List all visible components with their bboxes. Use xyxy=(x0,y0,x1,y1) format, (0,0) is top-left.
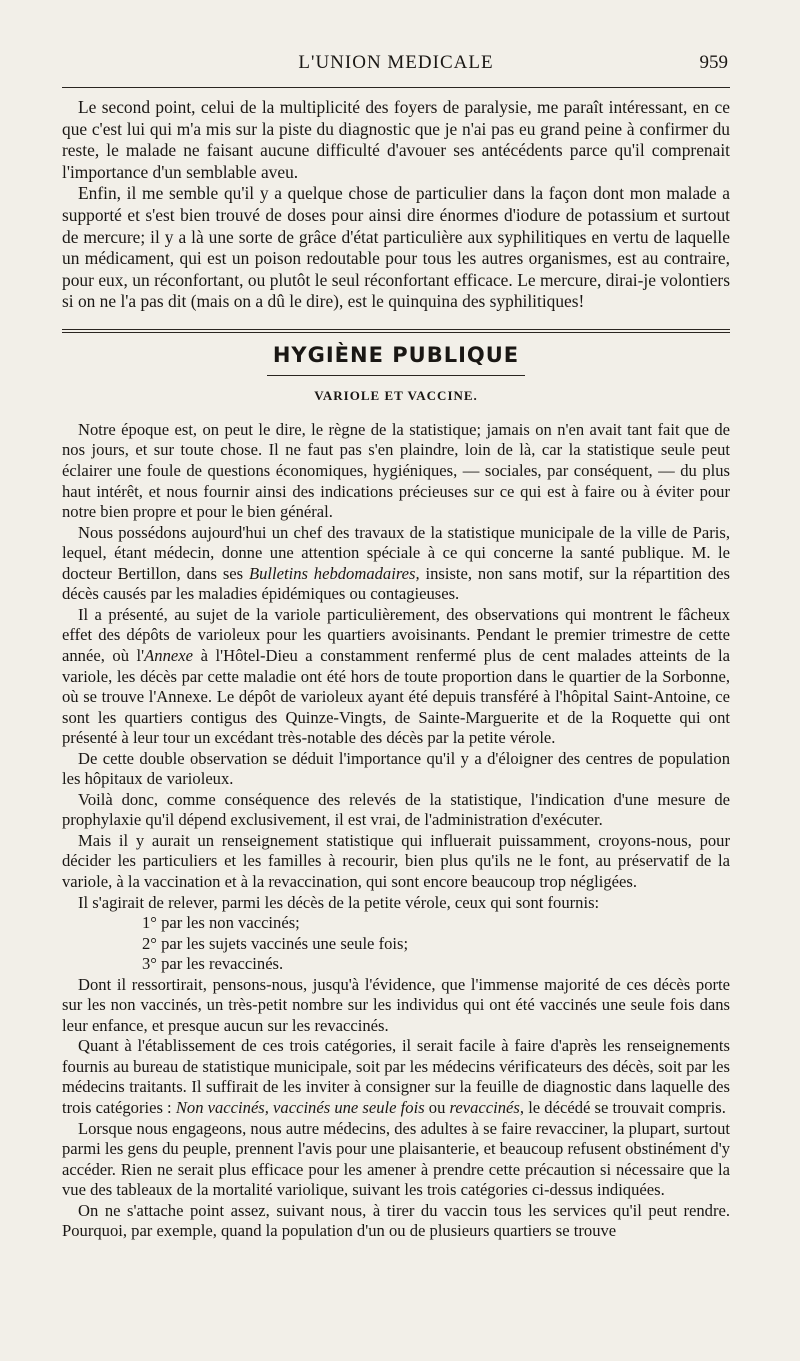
paragraph: Notre époque est, on peut le dire, le règne de la statistique; jamais on n'en avait tant fait que de nos jours, et sur toute chose. Il ne faut pas s'en plaindre, loin de là, car la statistique seule peut éclairer une foule de questions économiques, hygiéniques, — sociales, par conséquent, — du plus haut intérêt, et nous fournir ainsi des indications précieuses sur ce qui est à faire ou à éviter pour notre bien propre et pour le bien général. xyxy=(62,419,730,522)
text-run: Quant à l'établissement de ces trois catégories, il serait facile à faire d'après les renseignements fournis au bureau de statistique municipale, soit par les médecins vérificateurs des décès, soit par les médecins traitants. Il suffirait de les inviter à consigner sur la feuille de diagnostic dans laquelle des trois catégories : xyxy=(62,1036,730,1117)
list-item: 1° par les non vaccinés; xyxy=(142,913,300,933)
section-title: HYGIÈNE PUBLIQUE xyxy=(272,342,520,367)
article-text xyxy=(62,420,730,1242)
text-run: Il a présenté, au sujet de la variole particulièrement, des observations qui montrent le fâcheux effet des dépôts de varioleux pour les quartiers avoisinants. Pendant le premier trimestre de cette année, où l' xyxy=(62,604,730,665)
paragraph: De cette double observation se déduit l'importance qu'il y a d'éloigner des centres de population les hôpitaux de varioleux. xyxy=(62,748,730,789)
article-subtitle: VARIOLE ET VACCINE. xyxy=(314,387,478,403)
running-head xyxy=(62,50,730,80)
list-item: 3° par les revaccinés. xyxy=(142,954,284,974)
paragraph xyxy=(62,605,730,749)
page-number: 959 xyxy=(699,52,728,73)
text-run: à l'Hôtel-Dieu a constamment renfermé plus de cent malades atteints de la variole, les décès par cette maladie ont été hors de toute proportion dans le quartier de la Sorbonne, où se trouve l'Annexe. Le dépôt de varioleux ayant été depuis transféré à l'hôpital Saint-Antoine, ce sont les quartiers contigus des Quinze-Vingts, de Sainte-Marguerite et de la Roquette qui ont présenté à leur tour un excédant très-notable des décès par la petite vérole. xyxy=(62,645,730,748)
italic-term: Non vaccinés, vaccinés une seule fois xyxy=(175,1097,425,1117)
paragraph: Il s'agirait de relever, parmi les décès de la petite vérole, ceux qui sont fournis: xyxy=(78,892,600,912)
paragraph: Voilà donc, comme conséquence des relevés de la statistique, l'indication d'une mesure de prophylaxie qu'il dépend exclusivement, il est vrai, de l'administration d'exécuter. xyxy=(62,789,730,830)
text-run: ou xyxy=(424,1097,450,1117)
page-body xyxy=(62,97,730,1242)
paragraph xyxy=(62,523,730,605)
intro-text xyxy=(62,97,730,313)
paragraph: Lorsque nous engageons, nous autre médecins, des adultes à se faire revacciner, la plupart, surtout parmi les gens du peuple, prennent l'avis pour une plaisanterie, et beaucoup refusent obstinément d'y accéder. Rien ne serait plus efficace pour les amener à prendre cette précaution si nécessaire que la vue des tableaux de la mortalité variolique, suivant les trois catégories ci-dessus indiquées. xyxy=(62,1118,730,1200)
paragraph: Dont il ressortirait, pensons-nous, jusqu'à l'évidence, que l'immense majorité de ces décès porte sur les non vaccinés, un très-petit nombre sur les individus qui ont été vaccinés une seule fois dans leur enfance, et presque aucun sur les revaccinés. xyxy=(62,974,730,1035)
paragraph xyxy=(62,1036,730,1118)
text-run: insiste, non sans motif, sur la répartition des décès causés par les maladies épidémiques ou contagieuses. xyxy=(62,563,730,604)
list-item: 2° par les sujets vaccinés une seule fois; xyxy=(142,933,409,953)
italic-term: Annexe xyxy=(144,645,193,665)
paragraph: Mais il y aurait un renseignement statistique qui influerait puissamment, croyons-nous, pour décider les particuliers et les familles à recourir, bien plus qu'ils ne le font, au préservatif de la variole, à la vaccination et à la revaccination, qui sont encore beaucoup trop négligées. xyxy=(62,830,730,891)
italic-title: Bulletins hebdomadaires, xyxy=(248,563,420,583)
section-divider xyxy=(62,329,730,330)
section-title-underline xyxy=(267,375,525,376)
running-title: L'UNION MEDICALE xyxy=(298,52,494,73)
intro-paragraph: Enfin, il me semble qu'il y a quelque chose de particulier dans la façon dont mon malade a supporté et s'est bien trouvé de doses pour ainsi dire énormes d'iodure de potassium et surtout de mercure; il y a là une sorte de grâce d'état particulière aux syphilitiques en vertu de laquelle un médicament, qui est un poison redoutable pour tous les autres organismes, est au contraire, pour eux, un réconfortant, ou plutôt le seul réconfortant efficace. Le mercure, dirai-je volontiers si on ne l'a pas dit (mais on a dû le dire), est le quinquina des syphilitiques! xyxy=(62,183,730,312)
intro-paragraph: Le second point, celui de la multiplicité des foyers de paralysie, me paraît intéressant, en ce que c'est lui qui m'a mis sur la piste du diagnostic que je n'ai pas eu grand peine à confirmer du reste, le malade ne faisant aucune difficulté d'avouer ses antécédents parce qu'il comprenait l'importance d'un semblable aveu. xyxy=(62,97,730,182)
section-divider xyxy=(62,332,730,333)
header-rule xyxy=(62,87,730,88)
italic-term: revaccinés xyxy=(449,1097,520,1117)
text-run: , le décédé se trouvait compris. xyxy=(519,1097,726,1117)
text-run: Nous possédons aujourd'hui un chef des travaux de la statistique municipale de la ville de Paris, lequel, étant médecin, donne une attention spéciale à ce qui concerne la santé publique. M. le docteur Bertillon, dans ses xyxy=(62,522,730,583)
paragraph: On ne s'attache point assez, suivant nous, à tirer du vaccin tous les services qu'il peut rendre. Pourquoi, par exemple, quand la population d'un ou de plusieurs quartiers se trouve xyxy=(62,1200,730,1241)
